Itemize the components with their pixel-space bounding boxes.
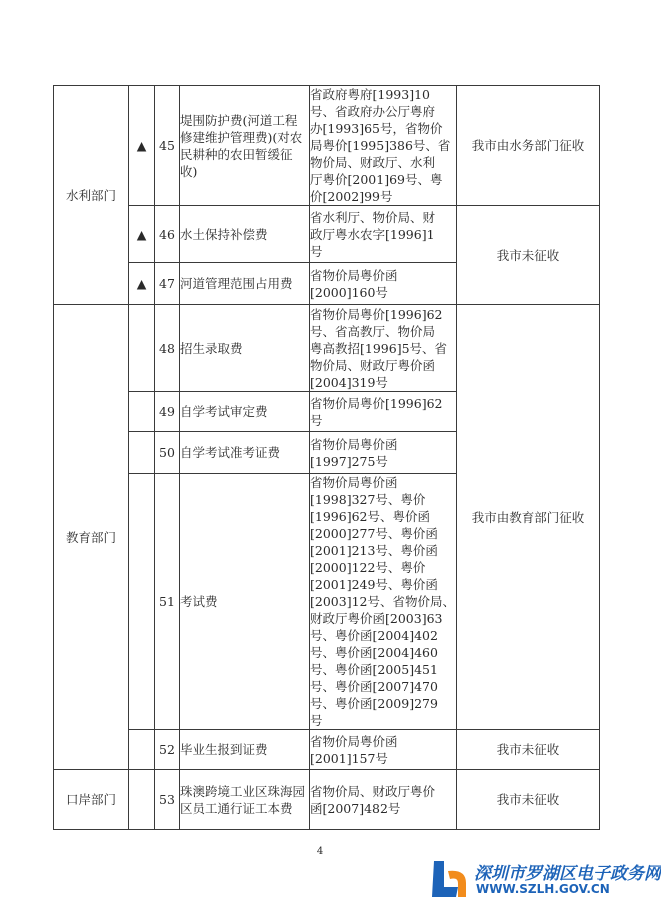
collection-status: 我市由教育部门征收 bbox=[457, 305, 600, 730]
policy-basis: 省物价局粤价函 [1998]327号、粤价 [1996]62号、粤价函 [2000]277号、粤价函 [2001]213号、粤价函 [2000]122号、粤价 [2001]249号、粤价函 [2003]12号、省物价局、 财政厅粤价函[2003]63 号、粤价函[2004]402 号、粤价函[2004]460 号、粤价函[2005]451 号、粤价函[2007]470 号、粤价函[2009]279 号 bbox=[310, 475, 455, 728]
item-number: 47 bbox=[155, 263, 180, 305]
fee-name: 自学考试审定费 bbox=[180, 392, 310, 432]
table-row bbox=[54, 770, 600, 830]
fee-name: 毕业生报到证费 bbox=[180, 730, 310, 770]
item-number: 53 bbox=[155, 770, 180, 830]
policy-basis: 省水利厅、物价局、财 政厅粤水农字[1996]1 号 bbox=[310, 206, 457, 263]
site-logo-icon bbox=[428, 857, 472, 901]
mark-cell bbox=[129, 392, 155, 432]
collection-status: 我市未征收 bbox=[457, 730, 600, 770]
mark-cell bbox=[129, 730, 155, 770]
table-row bbox=[54, 206, 600, 263]
triangle-mark: ▲ bbox=[129, 86, 155, 206]
collection-status: 我市未征收 bbox=[457, 206, 600, 305]
item-number: 51 bbox=[155, 474, 180, 730]
table-row bbox=[54, 86, 600, 206]
item-number: 50 bbox=[155, 432, 180, 474]
mark-cell bbox=[129, 474, 155, 730]
table-row bbox=[54, 305, 600, 392]
watermark-url: WWW.SZLH.GOV.CN bbox=[476, 882, 610, 896]
item-number: 45 bbox=[155, 86, 180, 206]
fee-table bbox=[53, 85, 600, 830]
dept-cell: 教育部门 bbox=[54, 305, 129, 770]
table-row bbox=[54, 730, 600, 770]
mark-cell bbox=[129, 305, 155, 392]
page-number: 4 bbox=[316, 846, 324, 857]
item-number: 52 bbox=[155, 730, 180, 770]
collection-status: 我市未征收 bbox=[457, 770, 600, 830]
policy-basis: 省物价局粤价函 [2001]157号 bbox=[310, 730, 457, 770]
dept-cell: 口岸部门 bbox=[54, 770, 129, 830]
policy-basis: 省物价局粤价函 [2000]160号 bbox=[310, 263, 457, 305]
policy-basis: 省物价局粤价函 [1997]275号 bbox=[310, 432, 457, 474]
dept-cell: 水利部门 bbox=[54, 86, 129, 305]
fee-name: 河道管理范围占用费 bbox=[180, 263, 310, 305]
item-number: 49 bbox=[155, 392, 180, 432]
item-number: 48 bbox=[155, 305, 180, 392]
collection-status: 我市由水务部门征收 bbox=[457, 86, 600, 206]
fee-name: 招生录取费 bbox=[180, 305, 310, 392]
policy-basis: 省政府粤府[1993]10 号、省政府办公厅粤府 办[1993]65号，省物价 局粤价[1995]386号、省 物价局、财政厅、水利 厅粤价[2001]69号、粤 价[2002]99号 bbox=[310, 86, 457, 206]
fee-name: 水土保持补偿费 bbox=[180, 206, 310, 263]
site-watermark bbox=[428, 855, 661, 903]
item-number: 46 bbox=[155, 206, 180, 263]
triangle-mark: ▲ bbox=[129, 206, 155, 263]
fee-name: 考试费 bbox=[180, 474, 310, 730]
policy-basis: 省物价局、财政厅粤价 函[2007]482号 bbox=[310, 770, 457, 830]
fee-name: 珠澳跨境工业区珠海园区员工通行证工本费 bbox=[180, 770, 310, 830]
watermark-title: 深圳市罗湖区电子政务网 bbox=[474, 864, 661, 884]
triangle-mark: ▲ bbox=[129, 263, 155, 305]
fee-name: 自学考试准考证费 bbox=[180, 432, 310, 474]
policy-basis: 省物价局粤价[1996]62 号 bbox=[310, 392, 457, 432]
mark-cell bbox=[129, 770, 155, 830]
policy-basis: 省物价局粤价[1996]62 号、省高教厅、物价局 粤高教招[1996]5号、省 物价局、财政厅粤价函 [2004]319号 bbox=[310, 305, 457, 392]
fee-name: 堤围防护费(河道工程修建维护管理费)(对农民耕种的农田暂缓征收) bbox=[180, 86, 310, 206]
mark-cell bbox=[129, 432, 155, 474]
